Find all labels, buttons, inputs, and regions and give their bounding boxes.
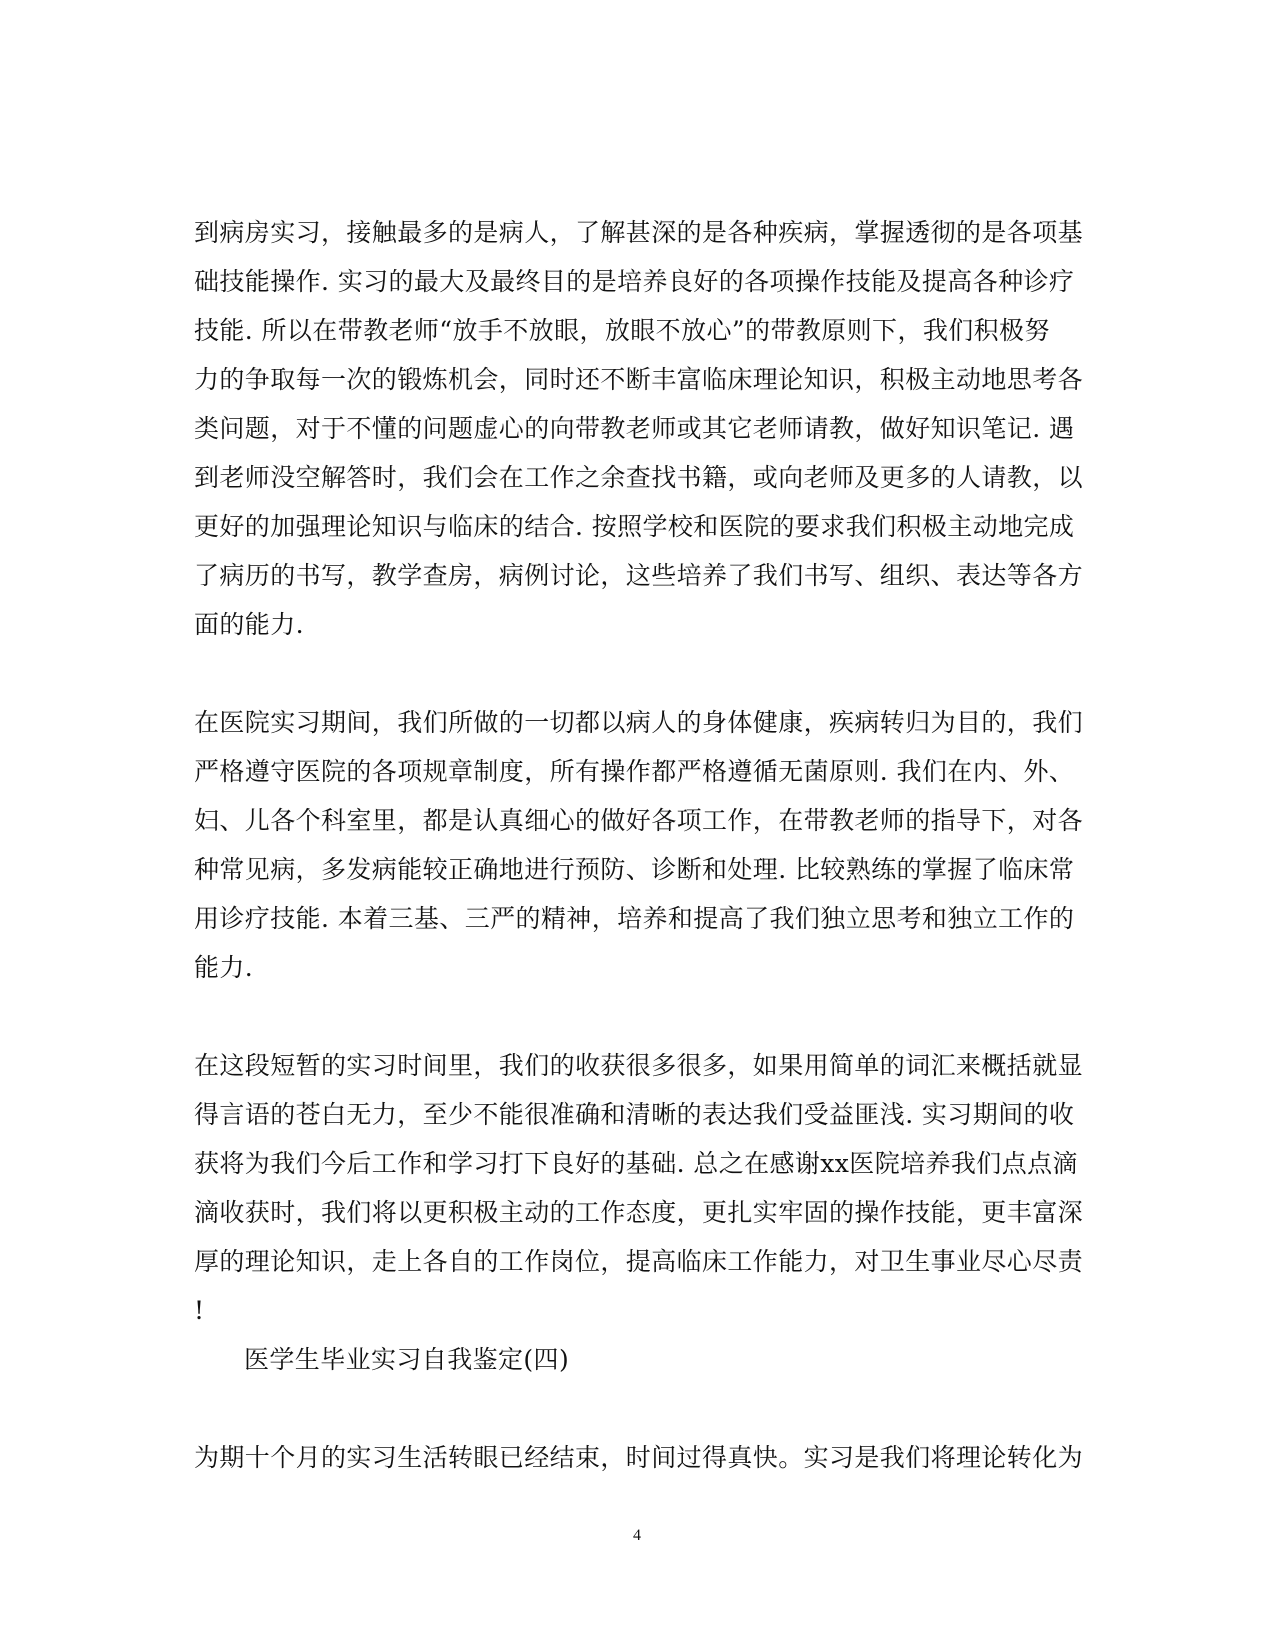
paragraph-gains — [194, 1041, 1084, 1335]
text-line: 用诊疗技能. 本着三基、三严的精神，培养和提高了我们独立思考和独立工作的 — [194, 904, 1075, 933]
text-line: 在医院实习期间，我们所做的一切都以病人的身体健康，疾病转归为目的，我们 — [194, 708, 1084, 737]
section-heading: 医学生毕业实习自我鉴定(四) — [244, 1345, 570, 1374]
text-line: 力的争取每一次的锻炼机会，同时还不断丰富临床理论知识，积极主动地思考各 — [194, 365, 1084, 394]
document-body — [194, 208, 1084, 1482]
text-line: 妇、儿各个科室里，都是认真细心的做好各项工作，在带教老师的指导下，对各 — [194, 806, 1084, 835]
text-line: 础技能操作. 实习的最大及最终目的是培养良好的各项操作技能及提高各种诊疗 — [194, 267, 1075, 296]
text-line: 滴收获时，我们将以更积极主动的工作态度，更扎实牢固的操作技能，更丰富深 — [194, 1198, 1084, 1227]
text-line: 面的能力. — [194, 610, 304, 639]
paragraph-clinical-practice — [194, 208, 1084, 649]
text-line: 厚的理论知识，走上各自的工作岗位，提高临床工作能力，对卫生事业尽心尽责 — [194, 1247, 1084, 1276]
paragraph-spacer — [194, 1384, 1074, 1433]
text-line: 严格遵守医院的各项规章制度，所有操作都严格遵循无菌原则. 我们在内、外、 — [194, 757, 1075, 786]
text-line: 到病房实习，接触最多的是病人，了解甚深的是各种疾病，掌握透彻的是各项基 — [194, 218, 1084, 247]
paragraph-internship-intro — [194, 1433, 1084, 1482]
text-line: ! — [194, 1296, 205, 1325]
text-line: 类问题，对于不懂的问题虚心的向带教老师或其它老师请教，做好知识笔记. 遇 — [194, 414, 1075, 443]
paragraph-spacer — [194, 649, 1074, 698]
text-line: 在这段短暂的实习时间里，我们的收获很多很多，如果用简单的词汇来概括就显 — [194, 1051, 1084, 1080]
page-number: 4 — [633, 1527, 641, 1544]
text-line: 到老师没空解答时，我们会在工作之余查找书籍，或向老师及更多的人请教，以 — [194, 463, 1084, 492]
text-line: 种常见病，多发病能较正确地进行预防、诊断和处理. 比较熟练的掌握了临床常 — [194, 855, 1075, 884]
text-line: 能力. — [194, 953, 254, 982]
text-line: 获将为我们今后工作和学习打下良好的基础. 总之在感谢xx医院培养我们点点滴 — [194, 1149, 1078, 1178]
paragraph-hospital-rules — [194, 698, 1084, 992]
text-line: 技能. 所以在带教老师“放手不放眼，放眼不放心”的带教原则下，我们积极努 — [194, 316, 1050, 345]
text-line: 了病历的书写，教学查房，病例讨论，这些培养了我们书写、组织、表达等各方 — [194, 561, 1084, 590]
text-line: 更好的加强理论知识与临床的结合. 按照学校和医院的要求我们积极主动地完成 — [194, 512, 1075, 541]
text-line: 为期十个月的实习生活转眼已经结束，时间过得真快。实习是我们将理论转化为 — [194, 1443, 1084, 1472]
paragraph-spacer — [194, 992, 1074, 1041]
text-line: 得言语的苍白无力，至少不能很准确和清晰的表达我们受益匪浅. 实习期间的收 — [194, 1100, 1075, 1129]
